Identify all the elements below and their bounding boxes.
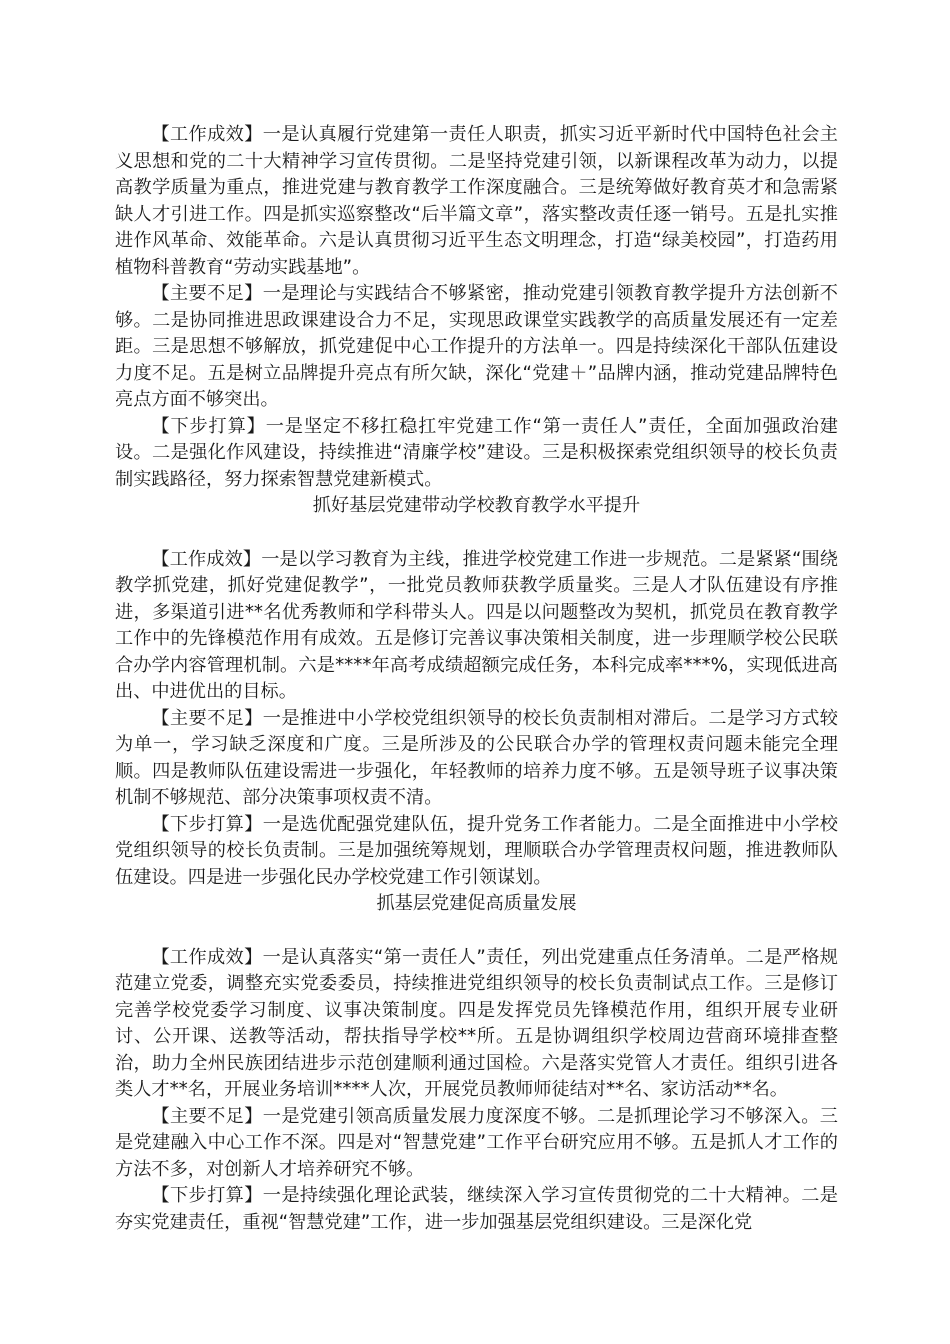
paragraph-next-steps-3: 【下步打算】一是持续强化理论武装，继续深入学习宣传贯彻党的二十大精神。二是夯实党建责任，重视“智慧党建”工作，进一步加强基层党组织建设。三是深化党 xyxy=(115,1185,838,1233)
paragraph-shortcomings-2: 【主要不足】一是推进中小学校党组织领导的校长负责制相对滞后。二是学习方式较为单一，学习缺乏深度和广度。三是所涉及的公民联合办学的管理权责问题未能完全理顺。四是教师队伍建设需进一步强化，年轻教师的培养力度不够。五是领导班子议事决策机制不够规范、部分决策事项权责不清。 xyxy=(115,707,838,808)
paragraph-next-steps-1: 【下步打算】一是坚定不移扛稳扛牢党建工作“第一责任人”责任，全面加强政治建设。二是强化作风建设，持续推进“清廉学校”建设。三是积极探索党组织领导的校长负责制实践路径，努力探索智慧党建新模式。 xyxy=(115,415,838,490)
section-spacer xyxy=(115,918,838,945)
paragraph-shortcomings-3: 【主要不足】一是党建引领高质量发展力度深度不够。二是抓理论学习不够深入。三是党建融入中心工作不深。四是对“智慧党建”工作平台研究应用不够。五是抓人才工作的方法不多，对创新人才培养研究不够。 xyxy=(115,1105,838,1180)
paragraph-work-results-1: 【工作成效】一是认真履行党建第一责任人职责，抓实习近平新时代中国特色社会主义思想和党的二十大精神学习宣传贯彻。二是坚持党建引领，以新课程改革为动力，以提高教学质量为重点，推进党建与教育教学工作深度融合。三是统筹做好教育英才和急需紧缺人才引进工作。四是抓实巡察整改“后半篇文章”，落实整改责任逐一销号。五是扎实推进作风革命、效能革命。六是认真贯彻习近平生态文明理念，打造“绿美校园”，打造药用植物科普教育“劳动实践基地”。 xyxy=(115,124,838,278)
paragraph-work-results-2: 【工作成效】一是以学习教育为主线，推进学校党建工作进一步规范。二是紧紧“围绕教学抓党建，抓好党建促教学”，一批党员教师获教学质量奖。三是人才队伍建设有序推进，多渠道引进**名优秀教师和学科带头人。四是以问题整改为契机，抓党员在教育教学工作中的先锋模范作用有成效。五是修订完善议事决策相关制度，进一步理顺学校公民联合办学内容管理机制。六是****年高考成绩超额完成任务，本科完成率***%，实现低进高出、中进优出的目标。 xyxy=(115,548,838,702)
document-page xyxy=(115,122,838,1236)
paragraph-next-steps-2: 【下步打算】一是选优配强党建队伍，提升党务工作者能力。二是全面推进中小学校党组织领导的校长负责制。三是加强统筹规划，理顺联合办学管理责权问题，推进教师队伍建设。四是进一步强化民办学校党建工作引领谋划。 xyxy=(115,813,838,888)
section-title-2: 抓好基层党建带动学校教育教学水平提升 xyxy=(312,495,641,516)
paragraph-shortcomings-1: 【主要不足】一是理论与实践结合不够紧密，推动党建引领教育教学提升方法创新不够。二是协同推进思政课建设合力不足，实现思政课堂实践教学的高质量发展还有一定差距。三是思想不够解放，抓党建促中心工作提升的方法单一。四是持续深化干部队伍建设力度不足。五是树立品牌提升亮点有所欠缺，深化“党建＋”品牌内涵，推动党建品牌特色亮点方面不够突出。 xyxy=(115,283,838,410)
paragraph-work-results-3: 【工作成效】一是认真落实“第一责任人”责任，列出党建重点任务清单。二是严格规范建立党委，调整充实党委委员，持续推进党组织领导的校长负责制试点工作。三是修订完善学校党委学习制度、议事决策制度。四是发挥党员先锋模范作用，组织开展专业研讨、公开课、送教等活动，帮扶指导学校**所。五是协调组织学校周边营商环境排查整治，助力全州民族团结进步示范创建顺利通过国检。六是落实党管人才责任。组织引进各类人才**名，开展业务培训****人次，开展党员教师师徒结对**名、家访活动**名。 xyxy=(115,946,838,1100)
section-title-3: 抓基层党建促高质量发展 xyxy=(376,893,577,914)
section-spacer xyxy=(115,520,838,547)
